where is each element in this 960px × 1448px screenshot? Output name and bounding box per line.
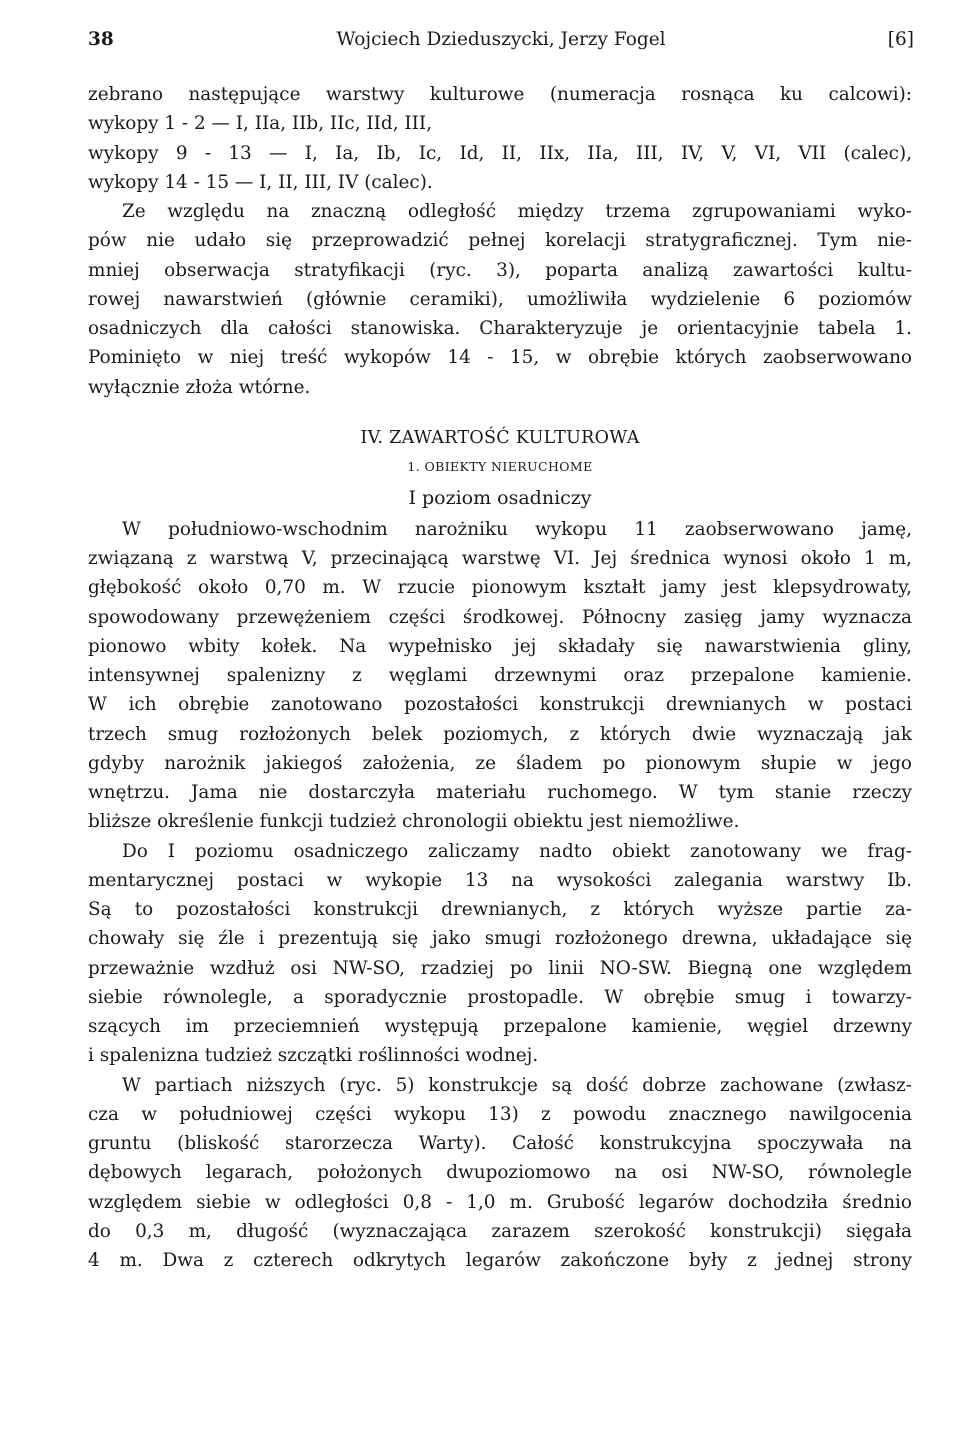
text-line: gdyby narożnik jakiegoś założenia, ze śladem po pionowym słupie w jego (88, 752, 912, 774)
text-line: wnętrzu. Jama nie dostarczyła materiału ruchomego. W tym stanie rzeczy (88, 782, 912, 803)
text-line: Ze względu na znaczną odległość między trzema zgrupowaniami wyko- (122, 201, 912, 222)
text-line: wyłącznie złoża wtórne. (88, 376, 311, 398)
text-line: siebie równolegle, a sporadycznie prostopadle. W obrębie smug i towarzy- (88, 986, 912, 1008)
text-line: W południowo-wschodnim narożniku wykopu 11 zaobserwowano jamę, (122, 518, 912, 540)
text-line: cza w południowej części wykopu 13) z powodu znacznego nawilgocenia (88, 1103, 912, 1125)
text-line: dębowych legarach, położonych dwupoziomowo na osi NW-SO, równolegle (88, 1162, 912, 1184)
text-line: względem siebie w odległości 0,8 - 1,0 m. Grubość legarów dochodziła średnio (88, 1191, 912, 1213)
text-line: gruntu (bliskość starorzecza Warty). Całość konstrukcyjna spoczywała na (88, 1133, 912, 1154)
text-line: osadniczych dla całości stanowiska. Charakteryzuje je orientacyjnie tabela 1. (88, 318, 912, 339)
text-line: pionowo wbity kołek. Na wypełnisko jej składały się nawarstwienia gliny, (88, 635, 912, 657)
intro-paragraph (88, 80, 912, 402)
text-line: głębokość około 0,70 m. W rzucie pionowym kształt jamy jest klepsydrowaty, (88, 577, 912, 599)
subheading: I poziom osadniczy (408, 486, 592, 509)
text-line: mentarycznej postaci w wykopie 13 na wysokości zalegania warstwy Ib. (88, 869, 912, 891)
text-line: związaną z warstwą V, przecinającą warstwę VI. Jej średnica wynosi około 1 m, (88, 548, 912, 569)
running-header (88, 24, 914, 56)
text-line: W ich obrębie zanotowano pozostałości konstrukcji drewnianych w postaci (88, 694, 912, 716)
text-line: rowej nawarstwień (głównie ceramiki), umożliwiła wydzielenie 6 poziomów (88, 288, 912, 310)
text-line: wykopy 14 - 15 — I, II, III, IV (calec). (88, 171, 433, 193)
paragraph-2 (88, 837, 912, 1071)
running-header-authors: Wojciech Dzieduszycki, Jerzy Fogel (336, 29, 666, 50)
text-line: Są to pozostałości konstrukcji drewnianych, z których wyższe partie za- (88, 899, 912, 920)
text-line: trzech smug rozłożonych belek poziomych, z których dwie wyznaczają jak (88, 723, 912, 745)
text-line: wykopy 9 - 13 — I, Ia, Ib, Ic, Id, II, IIx, IIa, III, IV, V, VI, VII (calec), (88, 142, 912, 164)
text-line: intensywnej spalenizny z węglami drzewnymi oraz przepalone kamienie. (88, 665, 912, 686)
text-line: W partiach niższych (ryc. 5) konstrukcje są dość dobrze zachowane (zwłasz- (122, 1074, 912, 1096)
text-line: mniej obserwacja stratyfikacji (ryc. 3), poparta analizą zawartości kultu- (88, 259, 912, 281)
text-line: Pominięto w niej treść wykopów 14 - 15, w obrębie których zaobserwowano (88, 347, 912, 369)
chapter-title: IV. ZAWARTOŚĆ KULTUROWA (360, 427, 640, 448)
text-line: chowały się źle i prezentują się jako smugi rozłożonego drewna, układające się (88, 928, 912, 950)
text-line: bliższe określenie funkcji tudzież chronologii obiektu jest niemożliwe. (88, 811, 740, 833)
subsection-title: 1. OBIEKTY NIERUCHOME (407, 458, 593, 474)
section-marker: [6] (887, 29, 914, 50)
text-line: wykopy 1 - 2 — I, IIa, IIb, IIc, IId, III, (88, 113, 433, 135)
document-body (88, 80, 912, 1275)
text-line: i spalenizna tudzież szczątki roślinności wodnej. (88, 1045, 539, 1067)
page-number: 38 (88, 29, 114, 50)
text-line: spowodowany przewężeniem części środkowej. Północny zasięg jamy wyznacza (88, 606, 912, 628)
text-line: pów nie udało się przeprowadzić pełnej korelacji stratygraficznej. Tym nie- (88, 230, 912, 252)
text-line: do 0,3 m, długość (wyznaczająca zarazem szerokość konstrukcji) sięgała (88, 1220, 912, 1242)
paragraph-3 (88, 1071, 912, 1276)
text-line: 4 m. Dwa z czterech odkrytych legarów zakończone były z jednej strony (88, 1250, 912, 1271)
text-line: Do I poziomu osadniczego zaliczamy nadto obiekt zanotowany we frag- (122, 840, 912, 862)
text-line: zebrano następujące warstwy kulturowe (numeracja rosnąca ku calcowi): (88, 84, 912, 105)
paragraph-1 (88, 515, 912, 837)
text-line: szących im przeciemnień występują przepalone kamienie, węgiel drzewny (88, 1016, 912, 1037)
text-line: przeważnie wzdłuż osi NW-SO, rzadziej po linii NO-SW. Biegną one względem (88, 957, 912, 979)
